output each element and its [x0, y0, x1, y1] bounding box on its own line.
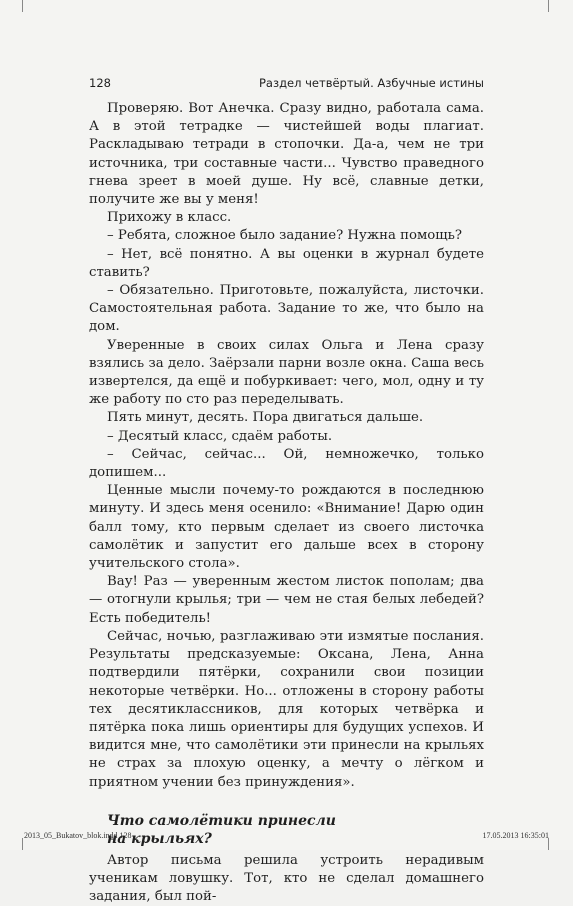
paragraph: Автор письма решила устроить нерадивым ученикам ловушку. Тот, кто не сделал домашнего задания, был пой- [89, 852, 484, 905]
paragraph: – Нет, всё понятно. А вы оценки в журнал будете ставить? [89, 246, 484, 280]
paragraph: Уверенные в своих силах Ольга и Лена сразу взялись за дело. Заёрзали парни возле окна. Саша весь извертелся, да ещё и побуркивает: чего, мол, одну и ту же работу по сто раз переделывать. [89, 337, 484, 408]
paragraph: Пять минут, десять. Пора двигаться дальше. [107, 410, 424, 426]
page-number: 128 [89, 76, 111, 90]
section-title: Раздел четвёртый. Азбучные истины [259, 76, 484, 90]
heading-line: Что самолётики принесли [107, 812, 336, 829]
paragraph: Ценные мысли почему-то рождаются в последнюю минуту. И здесь меня осенило: «Внимание! Дарю один балл тому, кто первым сделает из своего листочка самолётик и запустит его дальше всех в сторону учительского стола». [89, 483, 484, 572]
paragraph: – Сейчас, сейчас... Ой, немножечко, только допишем... [89, 446, 484, 481]
slug-file: 2013_05_Bukatov_blok.indd 128 [24, 831, 132, 840]
heading-line: на крыльях? [107, 830, 212, 847]
running-header [89, 76, 484, 90]
paragraph: Прихожу в класс. [107, 210, 232, 226]
crop-mark-bottom-left [22, 838, 23, 850]
section-heading [107, 812, 484, 848]
print-slug [24, 831, 549, 840]
paragraph: – Ребята, сложное было задание? Нужна помощь? [107, 228, 463, 244]
paragraph: Сейчас, ночью, разглаживаю эти измятые послания. Результаты предсказуемые: Оксана, Лена, Анна подтвердили пятёрки, сохранили свои позиции некоторые четвёрки. Но... отложены в сторону работы тех десятиклассников, для которых четвёрка и пятёрка пока лишь ориентиры для будущих успехов. И видится мне, что самолётики эти принесли на крыльях не страх за плохую оценку, а мечту о лёгком и приятном учении без принуждения». [89, 628, 484, 790]
crop-mark-top-right [548, 0, 549, 12]
crop-mark-top-left [22, 0, 23, 12]
slug-date: 17.05.2013 16:35:01 [482, 831, 549, 840]
paragraph: – Десятый класс, сдаём работы. [107, 428, 333, 444]
paragraph: – Обязательно. Приготовьте, пожалуйста, листочки. Самостоятельная работа. Задание то же, что было на дом. [89, 283, 484, 335]
paragraph: Вау! Раз — уверенным жестом листок пополам; два — отогнули крылья; три — чем не стая белых лебедей? Есть победитель! [89, 574, 484, 626]
body-text [89, 100, 484, 906]
paragraph: Проверяю. Вот Анечка. Сразу видно, работала сама. А в этой тетрадке — чистейшей воды плагиат. Раскладываю тетради в стопочки. Да-а, чем не три источника, три составные части... Чувство праведного гнева зреет в моей душе. Ну всё, славные детки, получите же вы у меня! [89, 101, 484, 208]
